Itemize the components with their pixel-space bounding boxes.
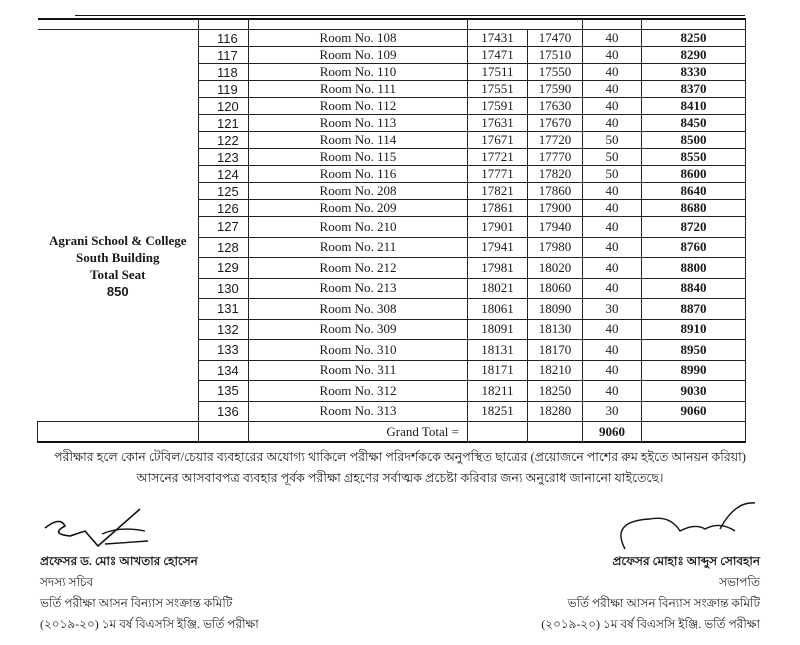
roll-to-cell: 18090 — [528, 299, 583, 320]
roll-to-cell: 17630 — [528, 98, 583, 115]
room-cell: Room No. 116 — [249, 166, 468, 183]
serial-cell: 130 — [199, 278, 249, 299]
cumulative-total-cell: 8410 — [642, 98, 746, 115]
roll-to-cell: 17670 — [528, 115, 583, 132]
seat-count-cell: 30 — [583, 299, 642, 320]
total-seat-label: Total Seat — [90, 266, 146, 282]
serial-cell: 127 — [199, 217, 249, 238]
roll-from-cell: 17551 — [468, 81, 528, 98]
roll-to-cell: 17940 — [528, 217, 583, 238]
serial-cell: 133 — [199, 340, 249, 361]
serial-cell: 116 — [199, 30, 249, 47]
seat-count-cell: 50 — [583, 132, 642, 149]
roll-from-cell: 17631 — [468, 115, 528, 132]
roll-from-cell: 17901 — [468, 217, 528, 238]
roll-to-cell: 18280 — [528, 401, 583, 422]
roll-from-cell: 18131 — [468, 340, 528, 361]
room-cell: Room No. 213 — [249, 278, 468, 299]
cumulative-total-cell: 8640 — [642, 183, 746, 200]
room-cell: Room No. 111 — [249, 81, 468, 98]
seat-count-cell: 40 — [583, 200, 642, 217]
roll-from-cell: 18211 — [468, 381, 528, 402]
roll-to-cell: 18210 — [528, 360, 583, 381]
seat-count-cell: 40 — [583, 115, 642, 132]
serial-cell: 129 — [199, 258, 249, 279]
room-cell: Room No. 308 — [249, 299, 468, 320]
roll-to-cell: 17820 — [528, 166, 583, 183]
signatory-right-role: সভাপতি — [719, 575, 760, 589]
seat-count-cell: 40 — [583, 258, 642, 279]
seat-count-cell: 40 — [583, 98, 642, 115]
empty-cell — [468, 422, 528, 443]
roll-from-cell: 17821 — [468, 183, 528, 200]
serial-cell: 134 — [199, 360, 249, 381]
signature-left — [40, 506, 160, 551]
serial-cell: 136 — [199, 401, 249, 422]
serial-cell: 117 — [199, 47, 249, 64]
roll-from-cell: 17591 — [468, 98, 528, 115]
signatory-left-name: প্রফেসর ড. মোঃ আখতার হোসেন — [40, 554, 198, 568]
empty-cell — [528, 422, 583, 443]
cumulative-total-cell: 9060 — [642, 401, 746, 422]
roll-to-cell: 17720 — [528, 132, 583, 149]
room-cell: Room No. 313 — [249, 401, 468, 422]
cumulative-total-cell: 8550 — [642, 149, 746, 166]
roll-to-cell: 17510 — [528, 47, 583, 64]
signatory-left-exam: (২০১৯-২০) ১ম বর্ষ বিএসসি ইঞ্জি. ভর্তি পরীক্ষা — [40, 617, 259, 631]
header-rule — [75, 15, 745, 16]
seat-count-cell: 40 — [583, 360, 642, 381]
seat-count-cell: 40 — [583, 30, 642, 47]
room-cell: Room No. 115 — [249, 149, 468, 166]
grand-total-value: 9060 — [583, 422, 642, 443]
signatory-right — [541, 501, 760, 635]
seat-count-cell: 40 — [583, 183, 642, 200]
cumulative-total-cell: 8450 — [642, 115, 746, 132]
cumulative-total-cell: 8290 — [642, 47, 746, 64]
seat-count-cell: 50 — [583, 166, 642, 183]
roll-to-cell: 18250 — [528, 381, 583, 402]
seat-count-cell: 40 — [583, 278, 642, 299]
serial-cell: 121 — [199, 115, 249, 132]
serial-cell: 128 — [199, 237, 249, 258]
empty-cell — [38, 422, 199, 443]
roll-from-cell: 17941 — [468, 237, 528, 258]
seat-count-cell: 40 — [583, 81, 642, 98]
roll-to-cell: 18170 — [528, 340, 583, 361]
roll-from-cell: 18171 — [468, 360, 528, 381]
roll-from-cell: 17511 — [468, 64, 528, 81]
signatory-left-role: সদস্য সচিব — [40, 575, 94, 589]
header-row — [38, 19, 746, 30]
cumulative-total-cell: 8600 — [642, 166, 746, 183]
cumulative-total-cell: 8330 — [642, 64, 746, 81]
roll-from-cell: 17771 — [468, 166, 528, 183]
instruction-note — [20, 447, 780, 489]
cumulative-total-cell: 8680 — [642, 200, 746, 217]
roll-to-cell: 18130 — [528, 319, 583, 340]
room-cell: Room No. 208 — [249, 183, 468, 200]
serial-cell: 118 — [199, 64, 249, 81]
instruction-note-line-1: পরীক্ষার হলে কোন টেবিল/চেয়ার ব্যবহারের অযোগ্য থাকিলে পরীক্ষা পরিদর্শককে অনুপস্থিত ছাত্রের (প্রয়োজনে পাশের রুম হইতে আনয়ন করিয়া) — [54, 450, 746, 464]
serial-cell: 124 — [199, 166, 249, 183]
serial-cell: 131 — [199, 299, 249, 320]
venue-cell — [38, 30, 199, 422]
roll-from-cell: 18091 — [468, 319, 528, 340]
roll-to-cell: 17550 — [528, 64, 583, 81]
serial-cell: 126 — [199, 200, 249, 217]
roll-to-cell: 17470 — [528, 30, 583, 47]
cumulative-total-cell: 9030 — [642, 381, 746, 402]
roll-to-cell: 18020 — [528, 258, 583, 279]
serial-cell: 120 — [199, 98, 249, 115]
empty-cell — [642, 422, 746, 443]
seat-count-cell: 40 — [583, 237, 642, 258]
roll-to-cell: 17590 — [528, 81, 583, 98]
roll-from-cell: 18021 — [468, 278, 528, 299]
room-cell: Room No. 114 — [249, 132, 468, 149]
room-cell: Room No. 310 — [249, 340, 468, 361]
signatory-right-exam: (২০১৯-২০) ১ম বর্ষ বিএসসি ইঞ্জি. ভর্তি পরীক্ষা — [541, 617, 760, 631]
roll-from-cell: 18061 — [468, 299, 528, 320]
room-cell: Room No. 210 — [249, 217, 468, 238]
roll-to-cell: 18060 — [528, 278, 583, 299]
cumulative-total-cell: 8910 — [642, 319, 746, 340]
cumulative-total-cell: 8250 — [642, 30, 746, 47]
room-cell: Room No. 309 — [249, 319, 468, 340]
room-cell: Room No. 112 — [249, 98, 468, 115]
signature-right — [610, 501, 760, 551]
seat-count-cell: 40 — [583, 340, 642, 361]
roll-from-cell: 17861 — [468, 200, 528, 217]
seat-count-cell: 40 — [583, 319, 642, 340]
seat-count-cell: 40 — [583, 47, 642, 64]
serial-cell: 125 — [199, 183, 249, 200]
serial-cell: 135 — [199, 381, 249, 402]
roll-to-cell: 17900 — [528, 200, 583, 217]
room-cell: Room No. 212 — [249, 258, 468, 279]
cumulative-total-cell: 8870 — [642, 299, 746, 320]
cumulative-total-cell: 8840 — [642, 278, 746, 299]
cumulative-total-cell: 8800 — [642, 258, 746, 279]
cumulative-total-cell: 8950 — [642, 340, 746, 361]
venue-name-line-2: South Building — [76, 249, 160, 265]
roll-from-cell: 17431 — [468, 30, 528, 47]
instruction-note-line-2: আসনের আসবাবপত্র ব্যবহার পূর্বক পরীক্ষা গ্রহণের সর্বাত্মক প্রচেষ্টা করিবার জন্য অনুরোধ জানানো যাইতেছে। — [136, 471, 664, 485]
seat-plan-table — [37, 18, 746, 443]
signature-row — [40, 501, 760, 635]
seat-count-cell: 40 — [583, 64, 642, 81]
room-cell: Room No. 109 — [249, 47, 468, 64]
room-cell: Room No. 108 — [249, 30, 468, 47]
venue-name-line-1: Agrani School & College — [48, 232, 187, 248]
grand-total-row — [38, 422, 746, 443]
empty-cell — [199, 422, 249, 443]
signatory-right-committee: ভর্তি পরীক্ষা আসন বিন্যাস সংক্রান্ত কমিটি — [567, 596, 760, 610]
seat-count-cell: 40 — [583, 381, 642, 402]
roll-to-cell: 17770 — [528, 149, 583, 166]
room-cell: Room No. 311 — [249, 360, 468, 381]
signatory-left — [40, 506, 259, 635]
roll-to-cell: 17980 — [528, 237, 583, 258]
signatory-left-committee: ভর্তি পরীক্ষা আসন বিন্যাস সংক্রান্ত কমিটি — [40, 596, 233, 610]
serial-cell: 119 — [199, 81, 249, 98]
seat-count-cell: 50 — [583, 149, 642, 166]
roll-to-cell: 17860 — [528, 183, 583, 200]
total-seat-value: 850 — [106, 283, 129, 299]
roll-from-cell: 18251 — [468, 401, 528, 422]
table-row — [38, 30, 746, 47]
roll-from-cell: 17721 — [468, 149, 528, 166]
seat-count-cell: 30 — [583, 401, 642, 422]
cumulative-total-cell: 8720 — [642, 217, 746, 238]
roll-from-cell: 17671 — [468, 132, 528, 149]
room-cell: Room No. 211 — [249, 237, 468, 258]
serial-cell: 122 — [199, 132, 249, 149]
cumulative-total-cell: 8370 — [642, 81, 746, 98]
room-cell: Room No. 113 — [249, 115, 468, 132]
serial-cell: 123 — [199, 149, 249, 166]
cumulative-total-cell: 8760 — [642, 237, 746, 258]
cumulative-total-cell: 8990 — [642, 360, 746, 381]
signatory-right-name: প্রফেসর মোহাঃ আব্দুস সোবহান — [612, 554, 760, 568]
roll-from-cell: 17471 — [468, 47, 528, 64]
room-cell: Room No. 209 — [249, 200, 468, 217]
room-cell: Room No. 312 — [249, 381, 468, 402]
grand-total-label: Grand Total = — [249, 422, 468, 443]
room-cell: Room No. 110 — [249, 64, 468, 81]
cumulative-total-cell: 8500 — [642, 132, 746, 149]
roll-from-cell: 17981 — [468, 258, 528, 279]
serial-cell: 132 — [199, 319, 249, 340]
seat-count-cell: 40 — [583, 217, 642, 238]
